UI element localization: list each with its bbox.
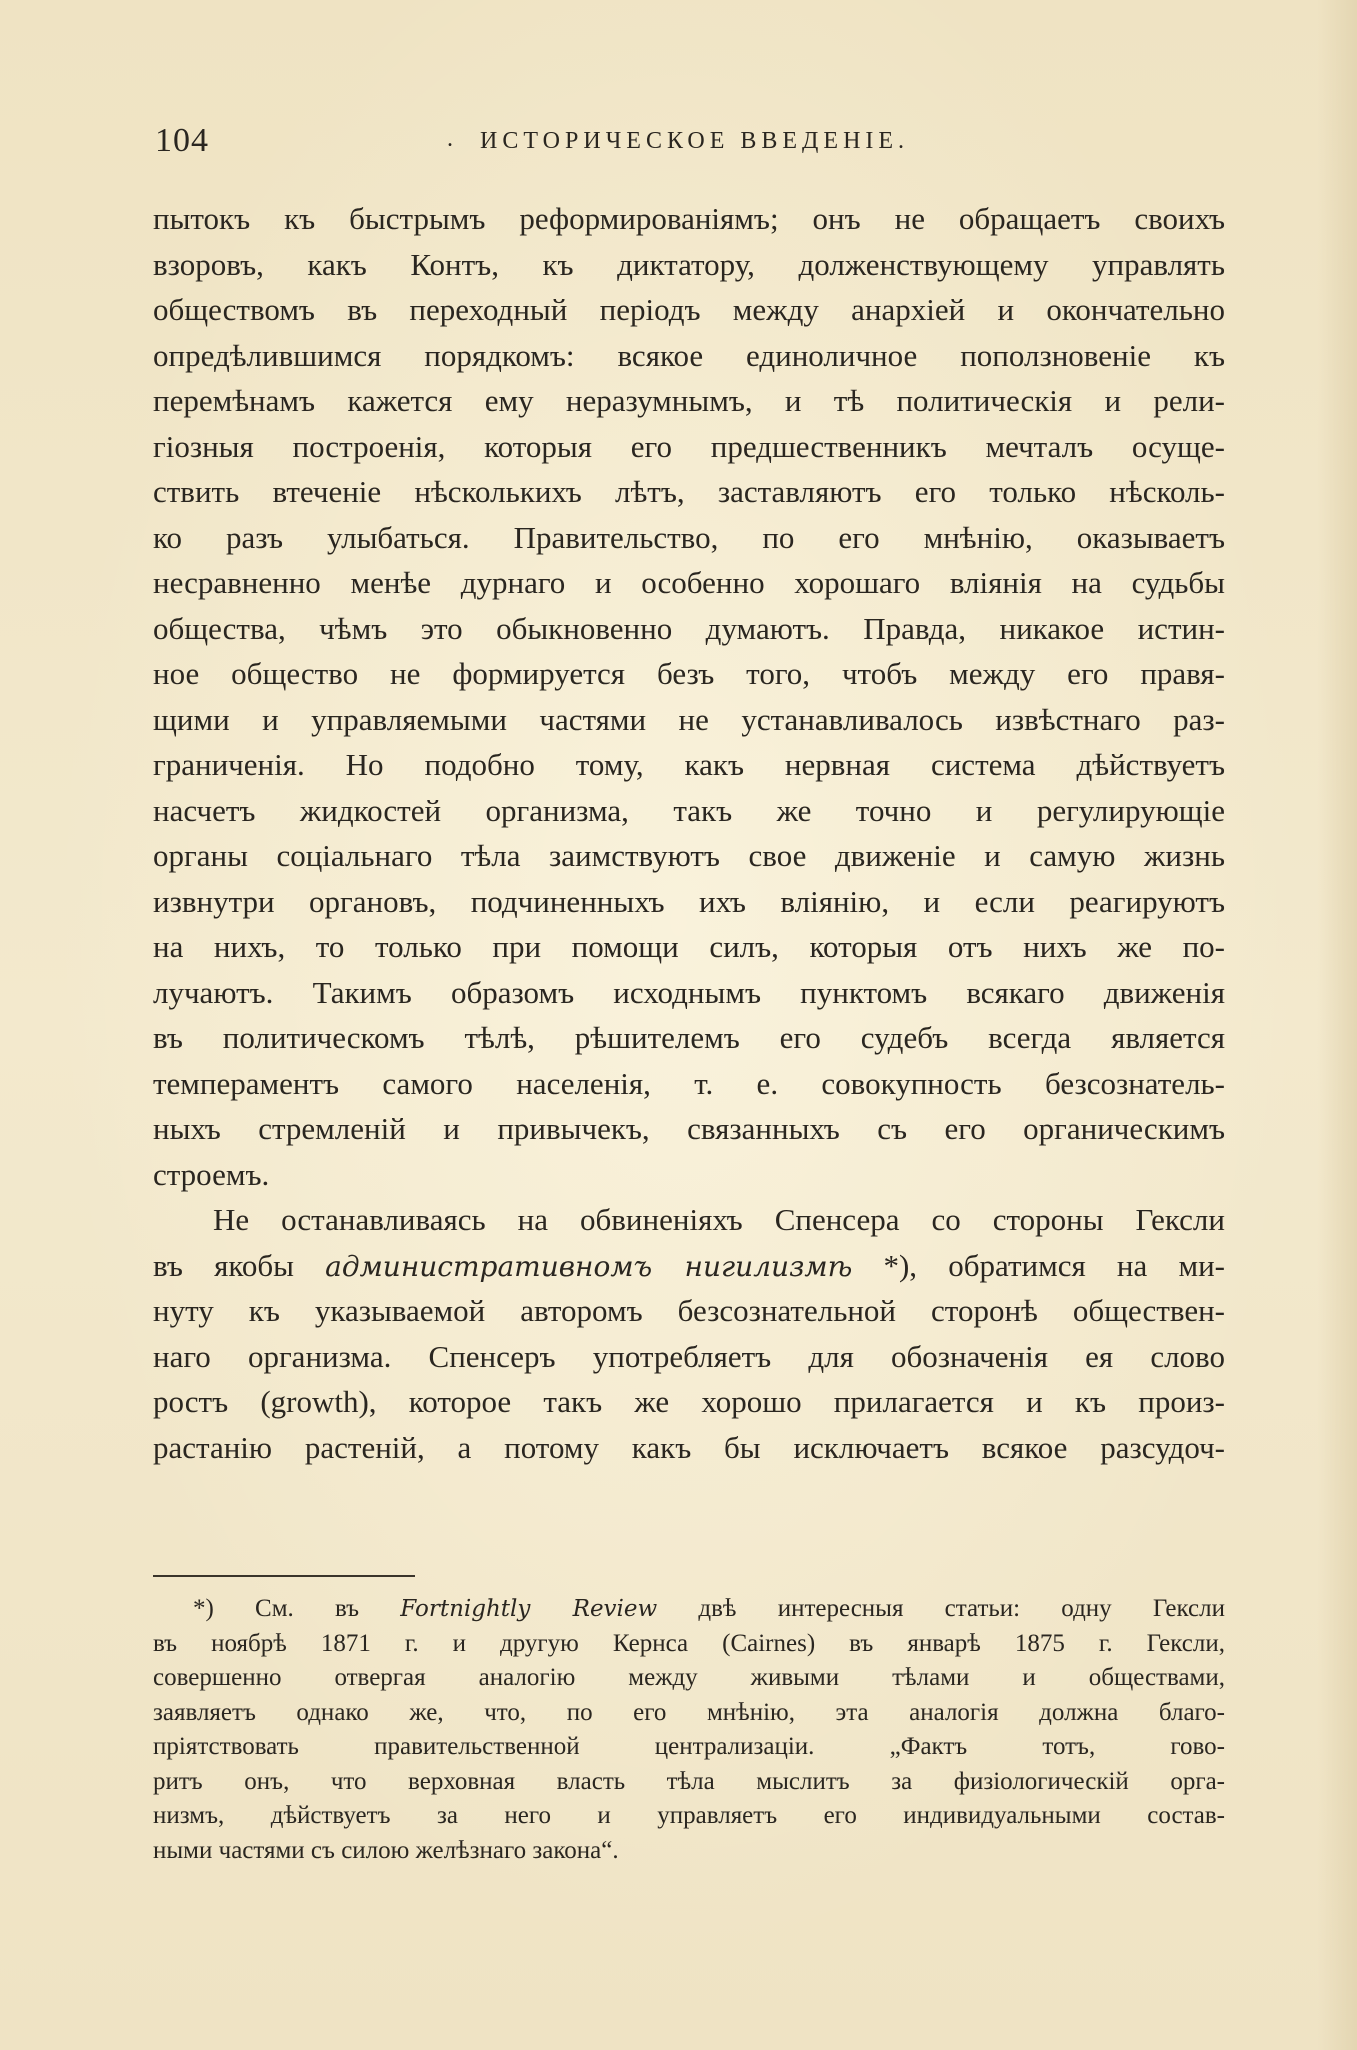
text-line: на нихъ, то только при помощи силъ, которыя отъ нихъ же по- <box>153 929 1225 964</box>
text-line: строемъ. <box>153 1156 270 1192</box>
footnote-line <box>153 1592 1225 1627</box>
text-line: взоровъ, какъ Контъ, къ диктатору, долженствующему управлять <box>153 246 1225 282</box>
main-text <box>153 196 1225 1470</box>
page-header <box>155 118 1225 168</box>
footnote-line: ритъ онъ, что верховная власть тѣла мыслитъ за физіологическій орга- <box>153 1767 1225 1795</box>
text-line: перемѣнамъ кажется ему неразумнымъ, и тѣ политическія и рели- <box>153 383 1225 418</box>
footnote-ref[interactable]: *), обратимся на ми- <box>852 1247 1225 1283</box>
text-line: гіозныя построенія, которыя его предшественникъ мечталъ осуще- <box>153 428 1225 464</box>
text-line: лучаютъ. Такимъ образомъ исходнымъ пунктомъ всякаго движенія <box>153 974 1225 1010</box>
text-line: нуту къ указываемой авторомъ безсознательной сторонѣ обществен- <box>153 1293 1225 1328</box>
page-number: 104 <box>155 122 209 159</box>
paragraph-1 <box>153 196 1225 1197</box>
text-run: *) См. въ <box>193 1595 401 1622</box>
text-line: темпераментъ самого населенія, т. е. совокупность безсознатель- <box>153 1065 1225 1101</box>
text-line: ное общество не формируется безъ того, чтобъ между его правя- <box>153 656 1225 691</box>
text-line: щими и управляемыми частями не устанавливалось извѣстнаго раз- <box>153 701 1225 737</box>
text-line: ко разъ улыбаться. Правительство, по его мнѣнію, оказываетъ <box>153 519 1225 555</box>
header-separator: . <box>447 126 453 152</box>
text-line: общества, чѣмъ это обыкновенно думаютъ. Правда, никакое истин- <box>153 610 1225 646</box>
footnote-line: ными частями съ силою желѣзнаго закона“. <box>153 1836 619 1864</box>
text-line: въ политическомъ тѣлѣ, рѣшителемъ его судебъ всегда является <box>153 1020 1225 1055</box>
footnote-line: совершенно отвергая аналогію между живыми тѣлами и обществами, <box>153 1664 1225 1691</box>
text-line: органы соціальнаго тѣла заимствуютъ свое движеніе и самую жизнь <box>153 838 1225 873</box>
footnote-divider <box>153 1575 415 1577</box>
text-run: въ якобы <box>153 1247 326 1283</box>
text-line: ростъ (growth), которое такъ же хорошо прилагается и къ произ- <box>153 1384 1225 1419</box>
footnote <box>153 1592 1225 1868</box>
footnote-line: въ ноябрѣ 1871 г. и другую Кернса (Cairnes) въ январѣ 1875 г. Гексли, <box>153 1629 1225 1657</box>
text-line: насчетъ жидкостей организма, такъ же точно и регулирующіе <box>153 792 1225 828</box>
text-line: наго организма. Спенсеръ употребляетъ для обозначенія ея слово <box>153 1338 1225 1374</box>
page-edge-shadow <box>1317 0 1357 2050</box>
footnote-line: низмъ, дѣйствуетъ за него и управляетъ его индивидуальными состав- <box>153 1802 1225 1829</box>
text-line: пытокъ къ быстрымъ реформированіямъ; онъ не обращаетъ своихъ <box>153 201 1225 236</box>
emphasized-term: административномъ нигилизмѣ <box>325 1249 853 1283</box>
text-line: обществомъ въ переходный періодъ между анархіей и окончательно <box>153 292 1225 327</box>
text-line: граниченія. Но подобно тому, какъ нервная система дѣйствуетъ <box>153 747 1225 782</box>
text-line: ствить втеченіе нѣсколькихъ лѣтъ, заставляютъ его только нѣсколь- <box>153 474 1225 509</box>
text-line: несравненно менѣе дурнаго и особенно хорошаго вліянія на судьбы <box>153 565 1225 600</box>
footnote-line: заявляетъ однако же, что, по его мнѣнію, эта аналогія должна благо- <box>153 1698 1225 1726</box>
text-line <box>153 1243 1225 1289</box>
footnote-line: пріятствовать правительственной централизаціи. „Фактъ тотъ, гово- <box>153 1733 1225 1760</box>
text-line: извнутри органовъ, подчиненныхъ ихъ вліянію, и если реагируютъ <box>153 883 1225 919</box>
running-title: ИСТОРИЧЕСКОЕ ВВЕДЕНІЕ. <box>480 128 910 154</box>
journal-title: Fortnightly Review <box>400 1596 658 1622</box>
text-line: опредѣлившимся порядкомъ: всякое единоличное поползновеніе къ <box>153 337 1225 373</box>
paragraph-2 <box>153 1197 1225 1470</box>
text-run: двѣ интересныя статьи: одну Гексли <box>657 1595 1225 1622</box>
text-line: ныхъ стремленій и привычекъ, связанныхъ съ его органическимъ <box>153 1111 1225 1146</box>
text-line: растанію растеній, а потому какъ бы исключаетъ всякое разсудоч- <box>153 1429 1225 1465</box>
text-line: Не останавливаясь на обвиненіяхъ Спенсера со стороны Гексли <box>213 1202 1225 1237</box>
